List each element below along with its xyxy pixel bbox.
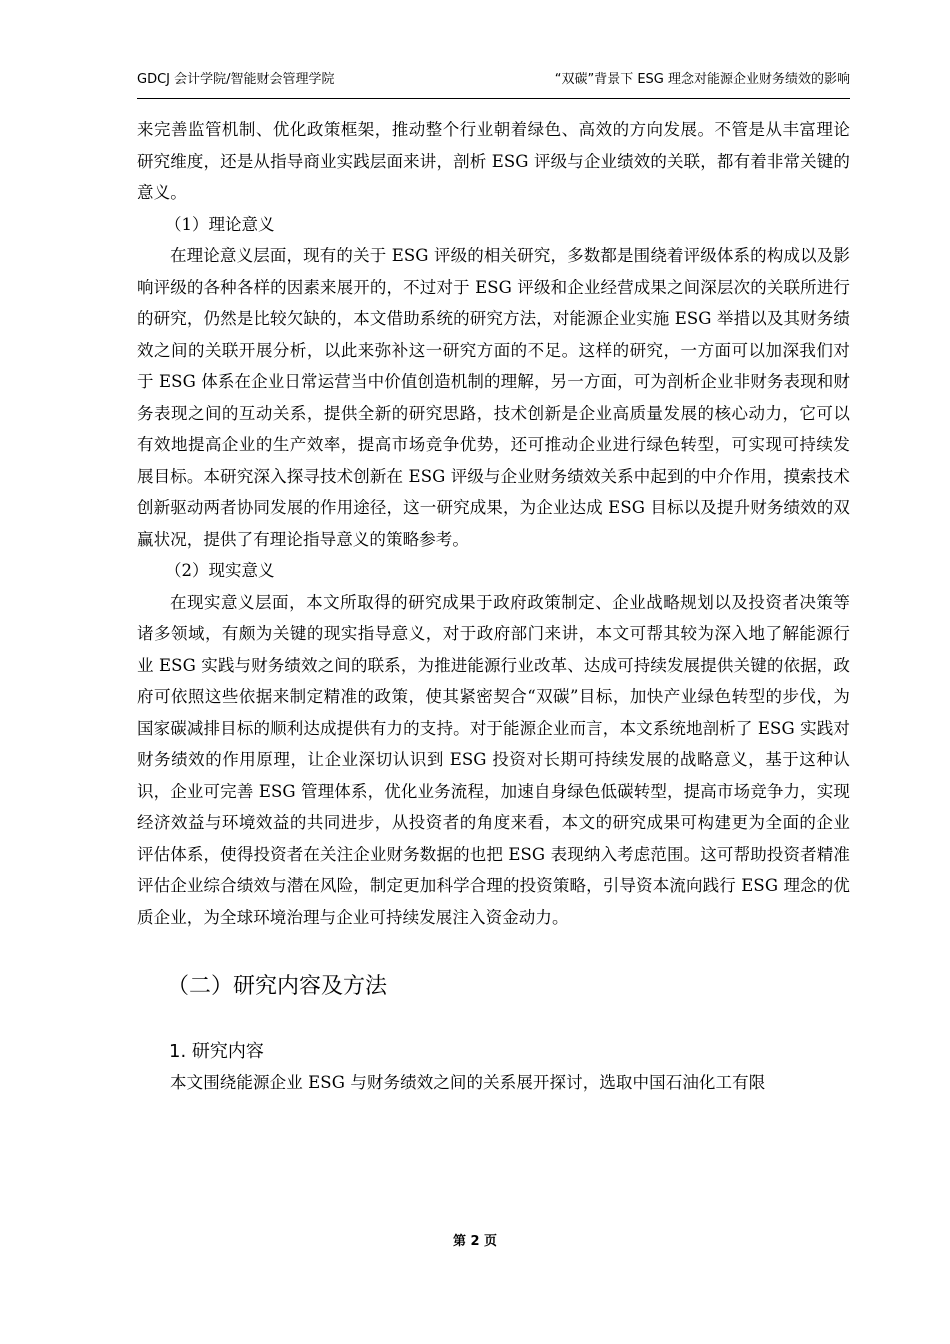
paragraph-intro: 来完善监管机制、优化政策框架，推动整个行业朝着绿色、高效的方向发展。不管是从丰富理论研究维度，还是从指导商业实践层面来讲，剖析 ESG 评级与企业绩效的关联，都有着非常关键的意义。 (137, 120, 850, 202)
header-paper-title: “双碳”背景下 ESG 理念对能源企业财务绩效的影响 (554, 72, 850, 87)
subheading-theoretical: （1）理论意义 (165, 214, 275, 234)
paragraph-theoretical: 在理论意义层面，现有的关于 ESG 评级的相关研究，多数都是围绕着评级体系的构成以及影响评级的各种各样的因素来展开的，不过对于 ESG 评级和企业经营成果之间深层次的关联所进行的研究，仍然是比较欠缺的，本文借助系统的研究方法，对能源企业实施 ESG 举措以及其财务绩效之间的关联开展分析，以此来弥补这一研究方面的不足。这样的研究，一方面可以加深我们对于 ESG 体系在企业日常运营当中价值创造机制的理解，另一方面，可为剖析企业非财务表现和财务表现之间的互动关系，提供全新的研究思路，技术创新是企业高质量发展的核心动力，它可以有效地提高企业的生产效率，提高市场竞争优势，还可推动企业进行绿色转型，可实现可持续发展目标。本研究深入探寻技术创新在 ESG 评级与企业财务绩效关系中起到的中介作用，摸索技术创新驱动两者协同发展的作用途径，这一研究成果，为企业达成 ESG 目标以及提升财务绩效的双赢状况，提供了有理论指导意义的策略参考。 (137, 246, 850, 549)
page-body (137, 114, 850, 1099)
page-number: 第 2 页 (452, 1234, 498, 1249)
page-header (137, 64, 850, 99)
section-heading: （二）研究内容及方法 (167, 974, 388, 999)
header-institution: GDCJ 会计学院/智能财会管理学院 (137, 72, 335, 87)
subsection-heading: 1. 研究内容 (169, 1041, 264, 1062)
subheading-practical: （2）现实意义 (165, 561, 275, 580)
paragraph-content: 本文围绕能源企业 ESG 与财务绩效之间的关系展开探讨，选取中国石油化工有限 (170, 1073, 766, 1092)
paragraph-practical: 在现实意义层面，本文所取得的研究成果于政府政策制定、企业战略规划以及投资者决策等诸多领域，有颇为关键的现实指导意义，对于政府部门来讲，本文可帮其较为深入地了解能源行业 ESG 实践与财务绩效之间的联系，为推进能源行业改革、达成可持续发展提供关键的依据，政府可依照这些依据来制定精准的政策，使其紧密契合“双碳”目标，加快产业绿色转型的步伐，为国家碳减排目标的顺利达成提供有力的支持。对于能源企业而言，本文系统地剖析了 ESG 实践对财务绩效的作用原理，让企业深切认识到 ESG 投资对长期可持续发展的战略意义，基于这种认识，企业可完善 ESG 管理体系，优化业务流程，加速自身绿色低碳转型，提高市场竞争力，实现经济效益与环境效益的共同进步，从投资者的角度来看，本文的研究成果可构建更为全面的企业评估体系，使得投资者在关注企业财务数据的也把 ESG 表现纳入考虑范围。这可帮助投资者精准评估企业综合绩效与潜在风险，制定更加科学合理的投资策略，引导资本流向践行 ESG 理念的优质企业，为全球环境治理与企业可持续发展注入资金动力。 (137, 592, 850, 927)
